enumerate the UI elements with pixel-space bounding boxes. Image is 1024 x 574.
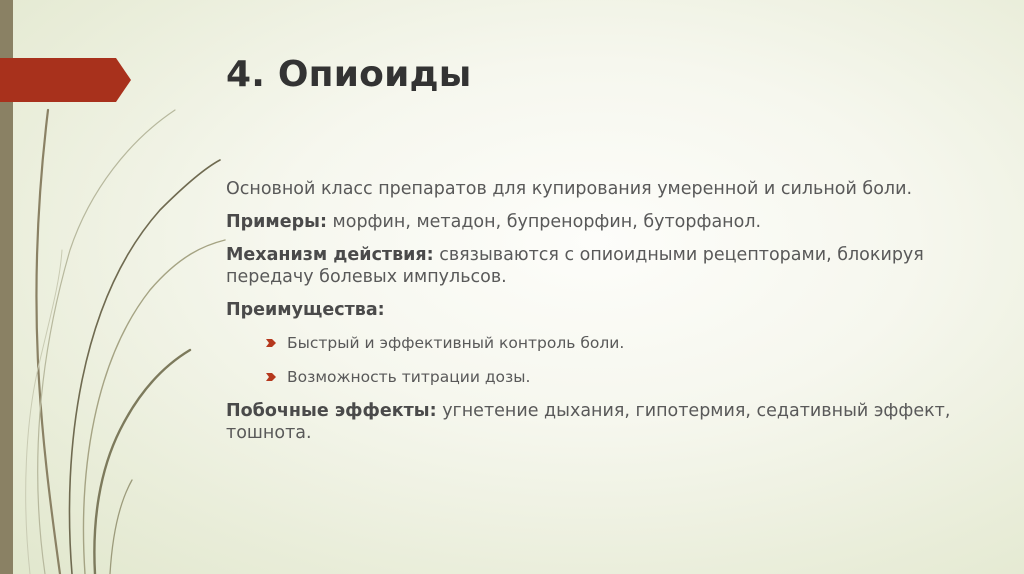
grass-line bbox=[69, 160, 220, 574]
paragraph-label: Примеры: bbox=[226, 212, 327, 232]
list-item-text: Быстрый и эффективный контроль боли. bbox=[287, 334, 625, 352]
grass-line bbox=[110, 480, 132, 574]
paragraph-advantages bbox=[226, 299, 986, 321]
list-item bbox=[266, 366, 986, 388]
paragraph-label: Побочные эффекты: bbox=[226, 401, 437, 421]
accent-tab-shape bbox=[0, 58, 131, 102]
grass-line bbox=[38, 110, 175, 574]
arrow-right-icon bbox=[266, 372, 276, 382]
advantages-list bbox=[226, 332, 986, 388]
paragraph-text: Основной класс препаратов для купирования умеренной и сильной боли. bbox=[226, 179, 913, 199]
slide-title: 4. Опиоиды bbox=[226, 54, 472, 95]
paragraph-side-effects bbox=[226, 400, 986, 444]
paragraph-text: морфин, метадон, бупренорфин, буторфанол. bbox=[326, 212, 762, 232]
grass-line bbox=[26, 250, 62, 574]
paragraph-label: Преимущества: bbox=[226, 300, 385, 320]
arrow-right-icon bbox=[266, 338, 276, 348]
paragraph-label: Механизм действия: bbox=[226, 245, 434, 265]
paragraph-mechanism bbox=[226, 244, 986, 288]
list-item-text: Возможность титрации дозы. bbox=[287, 368, 531, 386]
paragraph-intro bbox=[226, 178, 986, 200]
paragraph-examples bbox=[226, 211, 986, 233]
list-item bbox=[266, 332, 986, 354]
grass-line bbox=[84, 240, 225, 574]
slide-content bbox=[226, 178, 986, 455]
paragraph-text: связываются с опиоидными рецепторами, блокируя передачу болевых импульсов. bbox=[226, 245, 924, 287]
paragraph-text: угнетение дыхания, гипотермия, седативный эффект, тошнота. bbox=[226, 401, 951, 443]
grass-line bbox=[94, 350, 190, 574]
